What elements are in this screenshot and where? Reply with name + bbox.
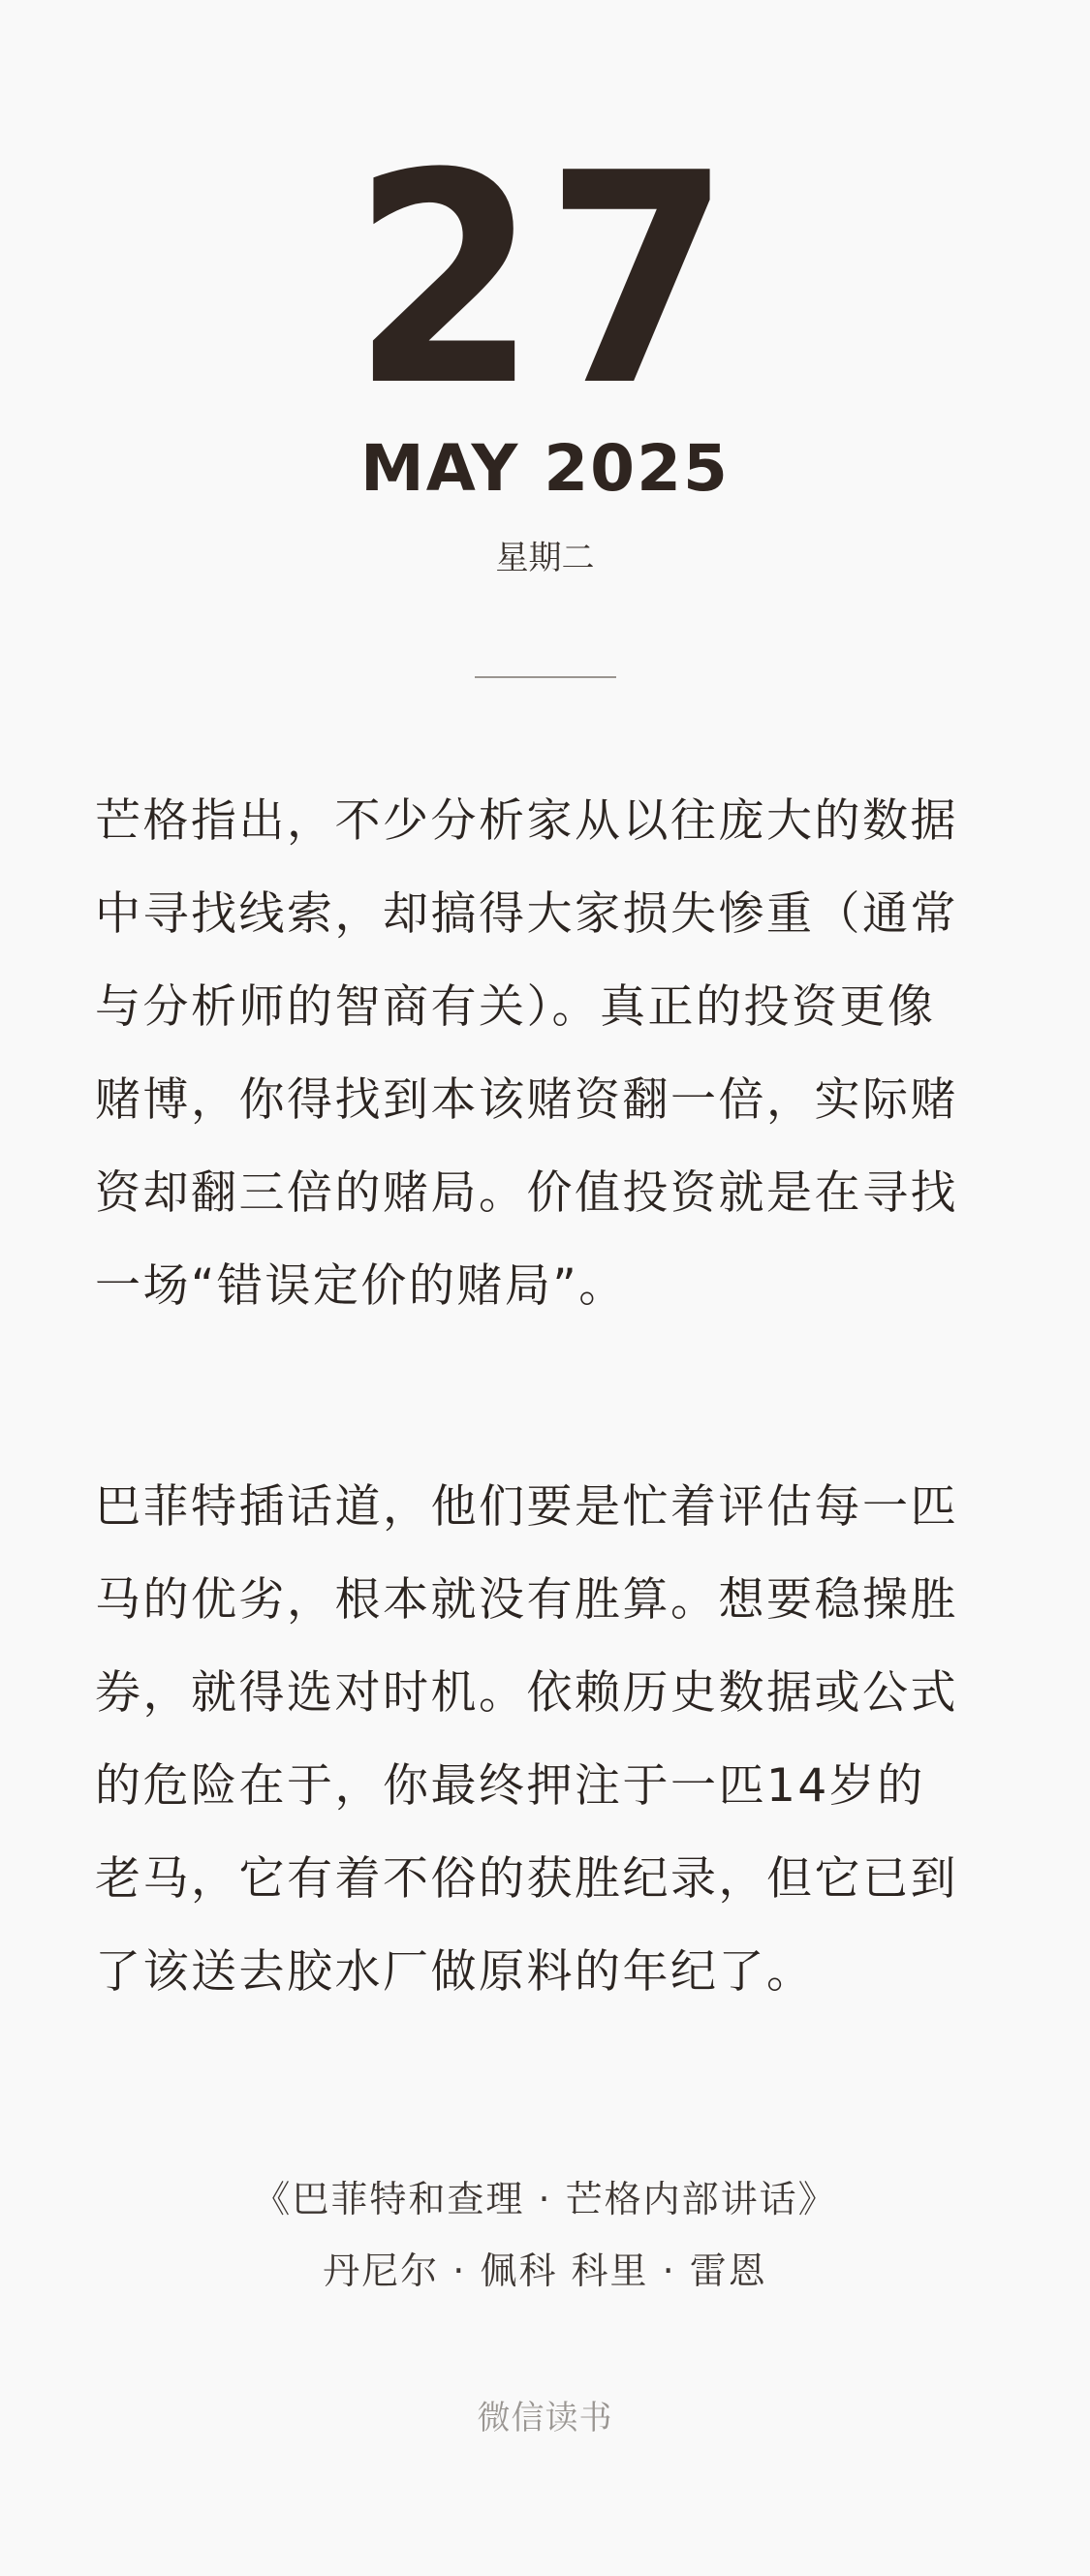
quote-paragraph-1: 芒格指出，不少分析家从以往庞大的数据中寻找线索，却搞得大家损失惨重（通常与分析师的智商有关）。真正的投资更像赌博，你得找到本该赌资翻一倍，实际赌资却翻三倍的赌局。价值投资就是在寻找一场“错误定价的赌局”。 (95, 794, 958, 1313)
date-day: 27 (352, 111, 738, 450)
source-book-title: 《巴菲特和查理 · 芒格内部讲话》 (253, 2178, 837, 2220)
divider (475, 676, 616, 678)
date-weekday: 星期二 (495, 539, 595, 577)
date-month-year: MAY 2025 (360, 431, 730, 506)
source-author: 丹尼尔 · 佩科 科里 · 雷恩 (323, 2250, 767, 2292)
footer-app-name: 微信读书 (477, 2399, 613, 2437)
quote-paragraph-2: 巴菲特插话道，他们要是忙着评估每一匹马的优劣，根本就没有胜算。想要稳操胜券，就得选对时机。依赖历史数据或公式的危险在于，你最终押注于一匹14岁的老马，它有着不俗的获胜纪录，但它已到了该送去胶水厂做原料的年纪了。 (95, 1480, 958, 1999)
